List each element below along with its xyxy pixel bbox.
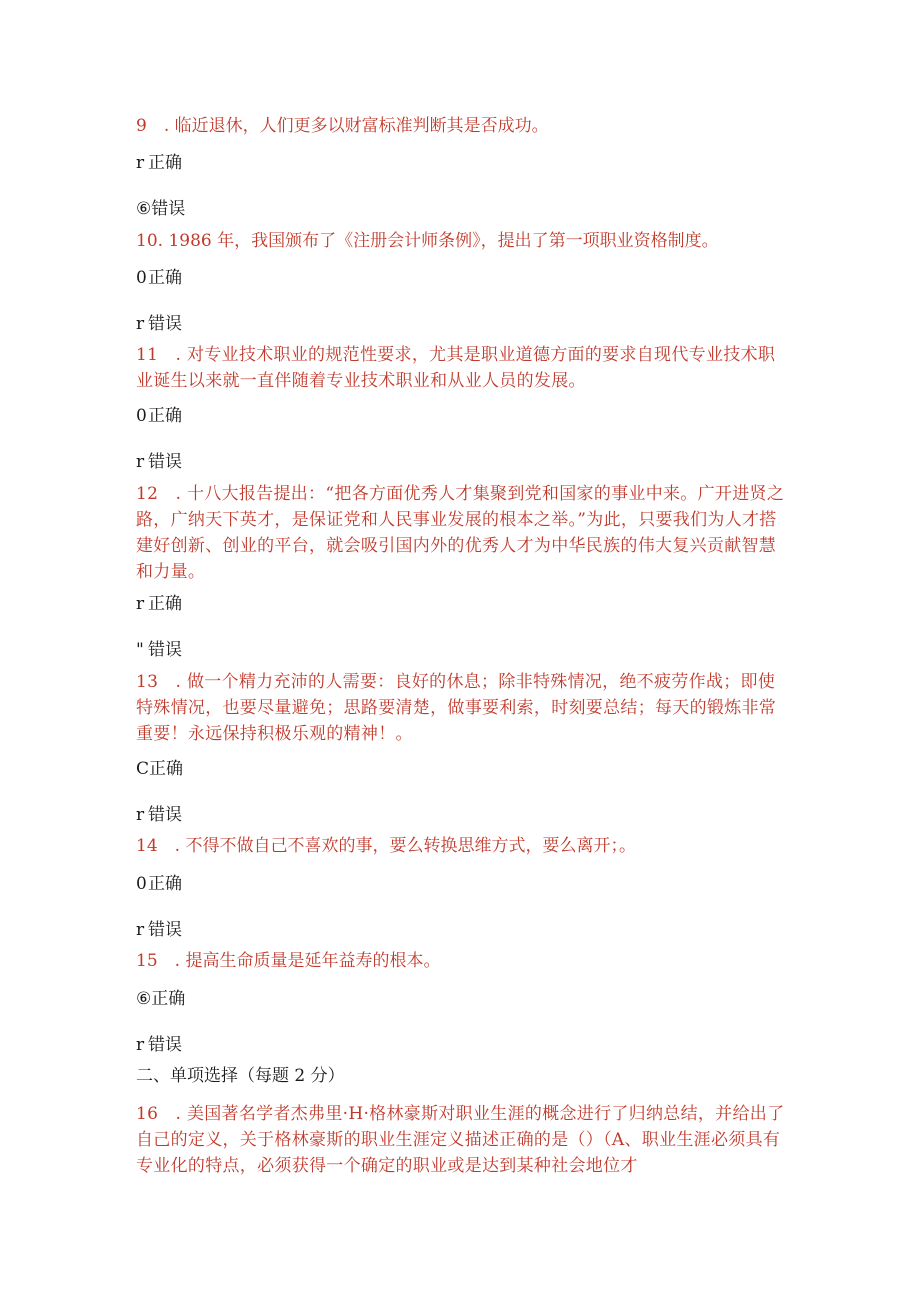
option-wrong[interactable] [136, 450, 786, 474]
question-9: 9 . 临近退休，人们更多以财富标准判断其是否成功。 [136, 116, 549, 136]
question-10: 10. 1986 年，我国颁布了《注册会计师条例》，提出了第一项职业资格制度。 [136, 231, 719, 251]
radio-mark: r [136, 920, 145, 940]
option-correct[interactable] [136, 404, 786, 428]
question-13: 13 . 做一个精力充沛的人需要：良好的休息；除非特殊情况，绝不疲劳作战；即使特殊情况，也要尽量避免；思路要清楚，做事要利索，时刻要总结；每天的锻炼非常重要！永远保持积极乐观的精神！。 [136, 672, 777, 744]
option-label: 错误 [148, 452, 182, 472]
option-correct[interactable] [136, 757, 786, 781]
option-label: 错误 [148, 1035, 182, 1055]
option-label: 错误 [148, 314, 182, 334]
option-wrong[interactable] [136, 803, 786, 827]
radio-mark: r [136, 153, 145, 173]
option-correct[interactable] [136, 266, 786, 290]
radio-mark: 0 [136, 874, 147, 894]
question-14: 14 . 不得不做自己不喜欢的事，要么转换思维方式，要么离开；。 [136, 836, 636, 856]
question-15: 15 . 提高生命质量是延年益寿的根本。 [136, 951, 441, 971]
option-wrong[interactable] [136, 1033, 786, 1057]
radio-mark: ⑥ [136, 989, 152, 1009]
option-label: 正确 [148, 406, 182, 426]
radio-mark: r [136, 805, 145, 825]
option-wrong[interactable] [136, 638, 786, 662]
option-label: 错误 [148, 920, 182, 940]
option-label: 正确 [148, 594, 182, 614]
question-16: 16 . 美国著名学者杰弗里·H·格林豪斯对职业生涯的概念进行了归纳总结，并给出了自己的定义，关于格林豪斯的职业生涯定义描述正确的是（）（A、职业生涯必须具有专业化的特点，必须获得一个确定的职业或是达到某种社会地位才 [136, 1104, 785, 1176]
radio-mark: C [136, 759, 150, 779]
option-correct[interactable] [136, 987, 786, 1011]
option-wrong[interactable] [136, 918, 786, 942]
option-wrong[interactable] [136, 312, 786, 336]
option-label: 正确 [148, 268, 182, 288]
option-label: 错误 [148, 805, 182, 825]
section-heading: 二、单项选择（每题 2 分） [136, 1066, 345, 1086]
question-12: 12 . 十八大报告提出：“把各方面优秀人才集聚到党和国家的事业中来。广开进贤之路，广纳天下英才，是保证党和人民事业发展的根本之举。”为此，只要我们为人才搭建好创新、创业的平台，就会吸引国内外的优秀人才为中华民族的伟大复兴贡献智慧和力量。 [136, 484, 785, 582]
option-label: 正确 [148, 874, 182, 894]
radio-mark: 0 [136, 406, 147, 426]
option-label: 正确 [151, 989, 186, 1009]
option-label: 错误 [151, 199, 186, 219]
radio-mark: " [136, 640, 144, 660]
question-11: 11 . 对专业技术职业的规范性要求，尤其是职业道德方面的要求自现代专业技术职业诞生以来就一直伴随着专业技术职业和从业人员的发展。 [136, 345, 776, 391]
option-label: 错误 [148, 640, 182, 660]
option-wrong[interactable] [136, 197, 786, 221]
option-label: 正确 [149, 759, 184, 779]
radio-mark: r [136, 452, 145, 472]
option-correct[interactable] [136, 592, 786, 616]
radio-mark: r [136, 1035, 145, 1055]
option-correct[interactable] [136, 872, 786, 896]
radio-mark: ⑥ [136, 199, 152, 219]
radio-mark: r [136, 594, 145, 614]
option-correct[interactable] [136, 151, 786, 175]
radio-mark: r [136, 314, 145, 334]
radio-mark: 0 [136, 268, 147, 288]
option-label: 正确 [148, 153, 182, 173]
